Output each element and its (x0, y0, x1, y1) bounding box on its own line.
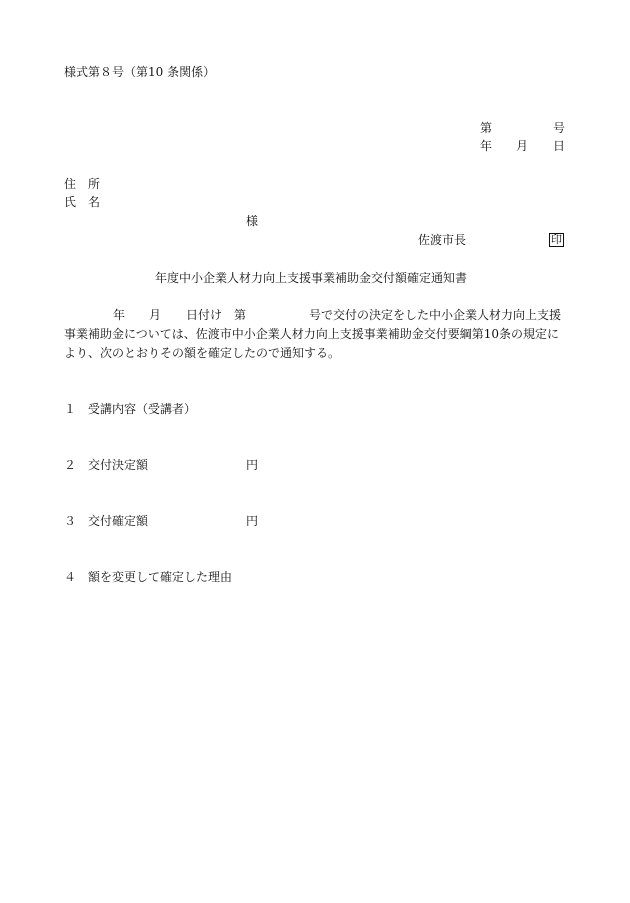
item-label: 交付確定額 (88, 514, 149, 528)
item-number: ２ (64, 458, 77, 472)
date-year: 年 (480, 139, 493, 153)
item-unit: 円 (246, 458, 259, 472)
body-line3: より、次のとおりその額を確定したので通知する。 (64, 346, 341, 360)
address-label: 住 所 (64, 177, 101, 191)
document-title: 年度中小企業人材力向上支援事業補助金交付額確定通知書 (155, 271, 468, 285)
item-unit: 円 (246, 514, 259, 528)
body-line2: 事業補助金については、佐渡市中小企業人材力向上支援事業補助金交付要綱第10条の規定に (64, 327, 560, 341)
date-day: 日 (553, 139, 566, 153)
seal-mark: 印 (551, 233, 562, 246)
form-label: 様式第８号（第10 条関係） (64, 65, 216, 79)
honorific: 様 (246, 214, 259, 228)
ref-month: 月 (149, 308, 162, 322)
ref-day: 日付け (186, 308, 223, 322)
ref-year: 年 (113, 308, 126, 322)
issuer-title: 佐渡市長 (418, 233, 467, 247)
name-label: 氏 名 (64, 195, 101, 209)
item-number: ３ (64, 514, 77, 528)
date-month: 月 (516, 139, 529, 153)
item-number: ４ (64, 570, 77, 584)
body-line1-rest: 号で交付の決定をした中小企業人材力向上支援 (309, 308, 562, 322)
doc-number-dai: 第 (480, 121, 493, 135)
doc-number-go: 号 (553, 121, 566, 135)
ref-dai: 第 (234, 308, 247, 322)
item-label: 額を変更して確定した理由 (88, 570, 233, 584)
item-number: １ (64, 402, 77, 416)
item-label: 受講内容（受講者） (88, 402, 197, 416)
item-label: 交付決定額 (88, 458, 149, 472)
